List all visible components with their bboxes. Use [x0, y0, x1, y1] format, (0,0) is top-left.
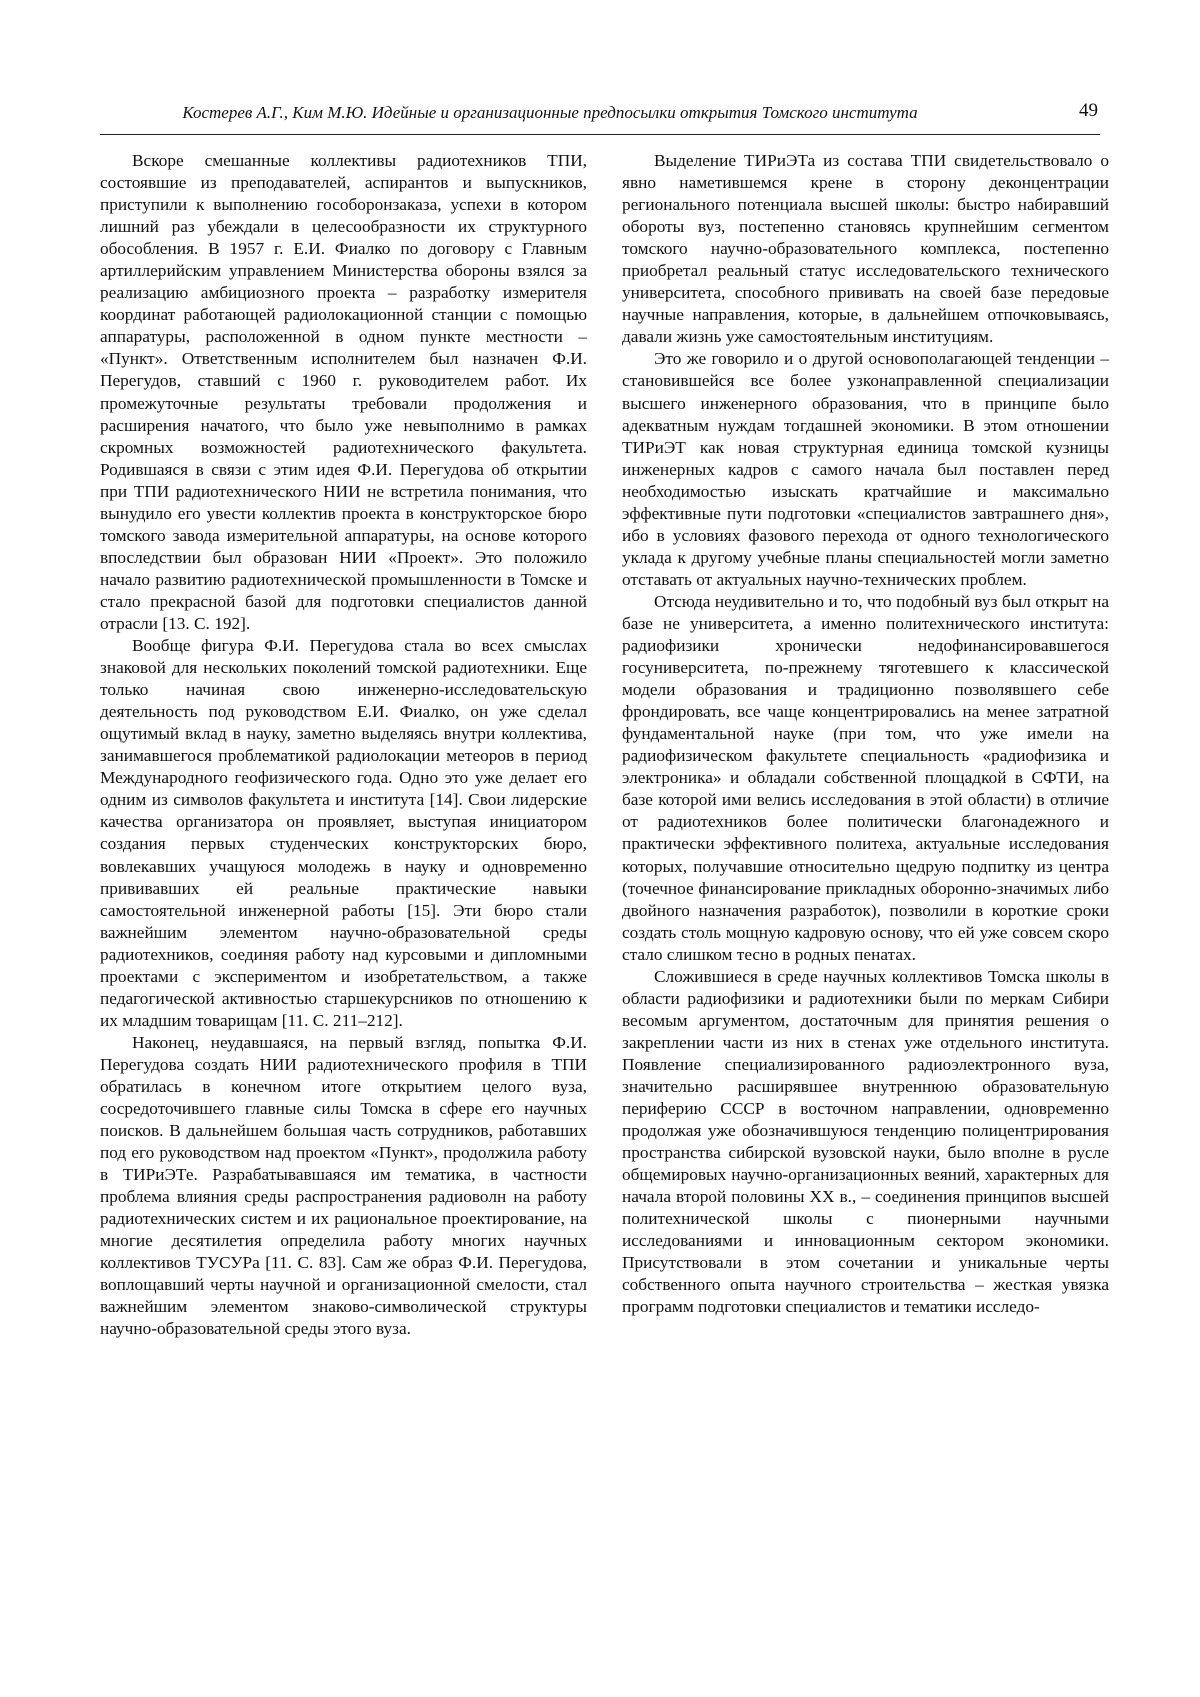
paragraph: Сложившиеся в среде научных коллективов Томска школы в области радиофизики и радиотехники были по меркам Сибири весомым аргументом, достаточным для принятия решения о закреплении части из них в стенах уже отдельного института. Появление специализированного радиоэлектронного вуза, значительно расширявшее внутреннюю образовательную периферию СССР в восточном направлении, одновременно продолжая уже обозначившуюся тенденцию полицентрирования пространства сибирской вузовской науки, было вполне в русле общемировых научно-организационных веяний, характерных для начала второй половины XX в., – соединения принципов высшей политехнической школы с пионерными научными исследованиями и инновационным сектором экономики. Присутствовали в этом сочетании и уникальные черты собственного опыта научного строительства – жесткая увязка программ подготовки специалистов и тематики исследо- — [622, 966, 1109, 1317]
page-number: 49 — [1079, 100, 1098, 121]
paragraph: Это же говорило и о другой основополагающей тенденции – становившейся все более узконаправленной специализации высшего инженерного образования, что в принципе было адекватным нуждам тогдашней экономики. В этом отношении ТИРиЭТ как новая структурная единица томской кузницы инженерных кадров с самого начала был поставлен перед необходимостью изыскать кратчайшие и максимально эффективные пути подготовки «специалистов завтрашнего дня», ибо в условиях фазового перехода от одного технологического уклада к другому учебные планы специальностей могли заметно отставать от актуальных научно-технических проблем. — [622, 349, 1109, 589]
paragraph: Наконец, неудавшаяся, на первый взгляд, попытка Ф.И. Перегудова создать НИИ радиотехнического профиля в ТПИ обратилась в конечном итоге открытием целого вуза, сосредоточившего главные силы Томска в сфере его научных поисков. В дальнейшем большая часть сотрудников, работавших под его руководством над проектом «Пункт», продолжила работу в ТИРиЭТе. Разрабатывавшаяся им тематика, в частности проблема влияния среды распространения радиоволн на работу радиотехнических систем и их рациональное проектирование, на многие десятилетия определила работу многих научных коллективов ТУСУРа [11. С. 83]. Сам же образ Ф.И. Перегудова, воплощавший черты научной и организационной смелости, стал важнейшим элементом знаково-символической структуры научно-образовательной среды этого вуза. — [100, 1032, 587, 1339]
right-column — [622, 150, 1109, 1318]
paragraph: Отсюда неудивительно и то, что подобный вуз был открыт на базе не университета, а именно политехнического института: радиофизики хронически недофинансировавшегося госуниверситета, по-прежнему тяготевшего к классической модели образования и традиционно позволявшего себе фрондировать, все чаще концентрировались на менее затратной фундаментальной науке (при том, что уже имели на радиофизическом факультете специальность «радиофизика и электроника» и обладали собственной площадкой в СФТИ, на базе которой ими велись исследования в этой области) в отличие от радиотехников более политически благонадежного и практически эффективного политеха, актуальные исследования которых, получавшие относительно щедрую подпитку из центра (точечное финансирование прикладных оборонно-значимых либо двойного назначения разработок), позволили в короткие сроки создать столь мощную кадровую основу, что ей уже совсем скоро стало слишком тесно в родных пенатах. — [622, 591, 1109, 964]
running-header — [100, 100, 1100, 135]
paragraph: Выделение ТИРиЭТа из состава ТПИ свидетельствовало о явно наметившемся крене в сторону деконцентрации регионального потенциала высшей школы: быстро набиравший обороты вуз, постепенно становясь крупнейшим сегментом томского научно-образовательного комплекса, постепенно приобретал реальный статус исследовательского технического университета, способного прививать на своей базе передовые научные направления, которые, в дальнейшем отпочковываясь, давали жизнь уже самостоятельным институциям. — [622, 151, 1109, 347]
paragraph: Вообще фигура Ф.И. Перегудова стала во всех смыслах знаковой для нескольких поколений томской радиотехники. Еще только начиная свою инженерно-исследовательскую деятельность под руководством Е.И. Фиалко, он уже сделал ощутимый вклад в науку, заметно выделяясь внутри коллектива, занимавшегося проблематикой радиолокации метеоров в период Международного геофизического года. Одно это уже делает его одним из символов факультета и института [14]. Свои лидерские качества организатора он проявляет, выступая инициатором создания первых студенческих конструкторских бюро, вовлекавших учащуюся молодежь в науку и одновременно прививавших ей реальные практические навыки самостоятельной инженерной работы [15]. Эти бюро стали важнейшим элементом научно-образовательной среды радиотехников, соединяя работу над курсовыми и дипломными проектами с экспериментом и изобретательством, а также педагогической активностью старшекурсников по отношению к их младшим товарищам [11. С. 211–212]. — [100, 636, 587, 1030]
left-column — [100, 150, 587, 1341]
running-title: Костерев А.Г., Ким М.Ю. Идейные и организационные предпосылки открытия Томского института — [182, 103, 918, 122]
paragraph: Вскоре смешанные коллективы радиотехников ТПИ, состоявшие из преподавателей, аспирантов и выпускников, приступили к выполнению гособоронзаказа, успехи в котором лишний раз убеждали в целесообразности их структурного обособления. В 1957 г. Е.И. Фиалко по договору с Главным артиллерийским управлением Министерства обороны взялся за реализацию амбициозного проекта – разработку измерителя координат работающей радиолокационной станции с помощью аппаратуры, расположенной в одном пункте местности – «Пункт». Ответственным исполнителем был назначен Ф.И. Перегудов, ставший с 1960 г. руководителем работ. Их промежуточные результаты требовали продолжения и расширения начатого, что было уже невыполнимо в рамках скромных возможностей радиотехнического факультета. Родившаяся в связи с этим идея Ф.И. Перегудова об открытии при ТПИ радиотехнического НИИ не встретила понимания, что вынудило его увести коллектив проекта в конструкторское бюро томского завода измерительной аппаратуры, на основе которого впоследствии был образован НИИ «Проект». Это положило начало развитию радиотехнической промышленности в Томске и стало прекрасной базой для подготовки специалистов данной отрасли [13. С. 192]. — [100, 151, 587, 633]
